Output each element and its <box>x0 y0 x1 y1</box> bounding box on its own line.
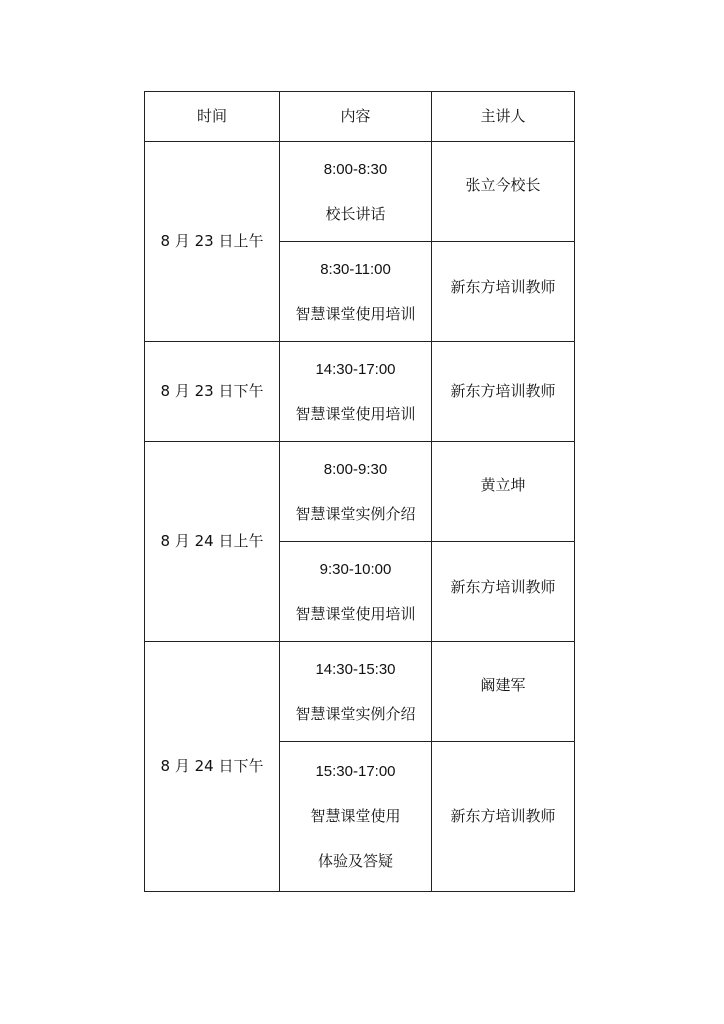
session-time: 8:00-8:30 <box>323 160 388 178</box>
session-speaker: 张立今校长 <box>432 142 575 242</box>
session-time: 8:00-9:30 <box>323 460 388 478</box>
session-content <box>280 342 432 442</box>
day-cell <box>145 342 280 442</box>
table-row <box>145 142 575 242</box>
session-title: 智慧课堂使用培训 <box>295 604 416 623</box>
session-speaker: 新东方培训教师 <box>432 242 575 342</box>
session-title: 校长讲话 <box>325 204 386 223</box>
session-title-line2: 体验及答疑 <box>317 852 393 870</box>
schedule-table <box>144 91 575 892</box>
session-time: 8:30-11:00 <box>320 260 391 278</box>
session-content <box>280 742 432 892</box>
day-label: 8 月 23 日下午 <box>160 382 264 400</box>
session-speaker: 阚建军 <box>432 642 575 742</box>
day-cell <box>145 442 280 642</box>
session-time: 14:30-15:30 <box>315 660 396 678</box>
day-cell <box>145 642 280 892</box>
header-content: 内容 <box>280 92 432 142</box>
table-row <box>145 642 575 742</box>
session-content <box>280 142 432 242</box>
session-title: 智慧课堂实例介绍 <box>295 504 416 523</box>
session-time: 15:30-17:00 <box>315 763 396 780</box>
session-title: 智慧课堂实例介绍 <box>295 704 416 723</box>
header-row <box>145 92 575 142</box>
table-row <box>145 442 575 542</box>
session-title: 智慧课堂使用 <box>310 807 401 825</box>
session-speaker: 黄立坤 <box>432 442 575 542</box>
session-time: 9:30-10:00 <box>319 560 392 578</box>
day-cell <box>145 142 280 342</box>
session-speaker: 新东方培训教师 <box>432 342 575 442</box>
session-title: 智慧课堂使用培训 <box>295 304 416 323</box>
day-label: 8 月 24 日上午 <box>160 532 264 550</box>
day-label: 8 月 23 日上午 <box>160 232 264 250</box>
session-content <box>280 642 432 742</box>
header-time: 时间 <box>145 92 280 142</box>
session-content <box>280 542 432 642</box>
table-row <box>145 342 575 442</box>
session-content <box>280 442 432 542</box>
session-time: 14:30-17:00 <box>315 360 396 378</box>
day-label: 8 月 24 日下午 <box>160 757 264 775</box>
session-speaker: 新东方培训教师 <box>432 542 575 642</box>
session-content <box>280 242 432 342</box>
header-speaker: 主讲人 <box>432 92 575 142</box>
session-title: 智慧课堂使用培训 <box>295 404 416 423</box>
session-speaker: 新东方培训教师 <box>432 742 575 892</box>
